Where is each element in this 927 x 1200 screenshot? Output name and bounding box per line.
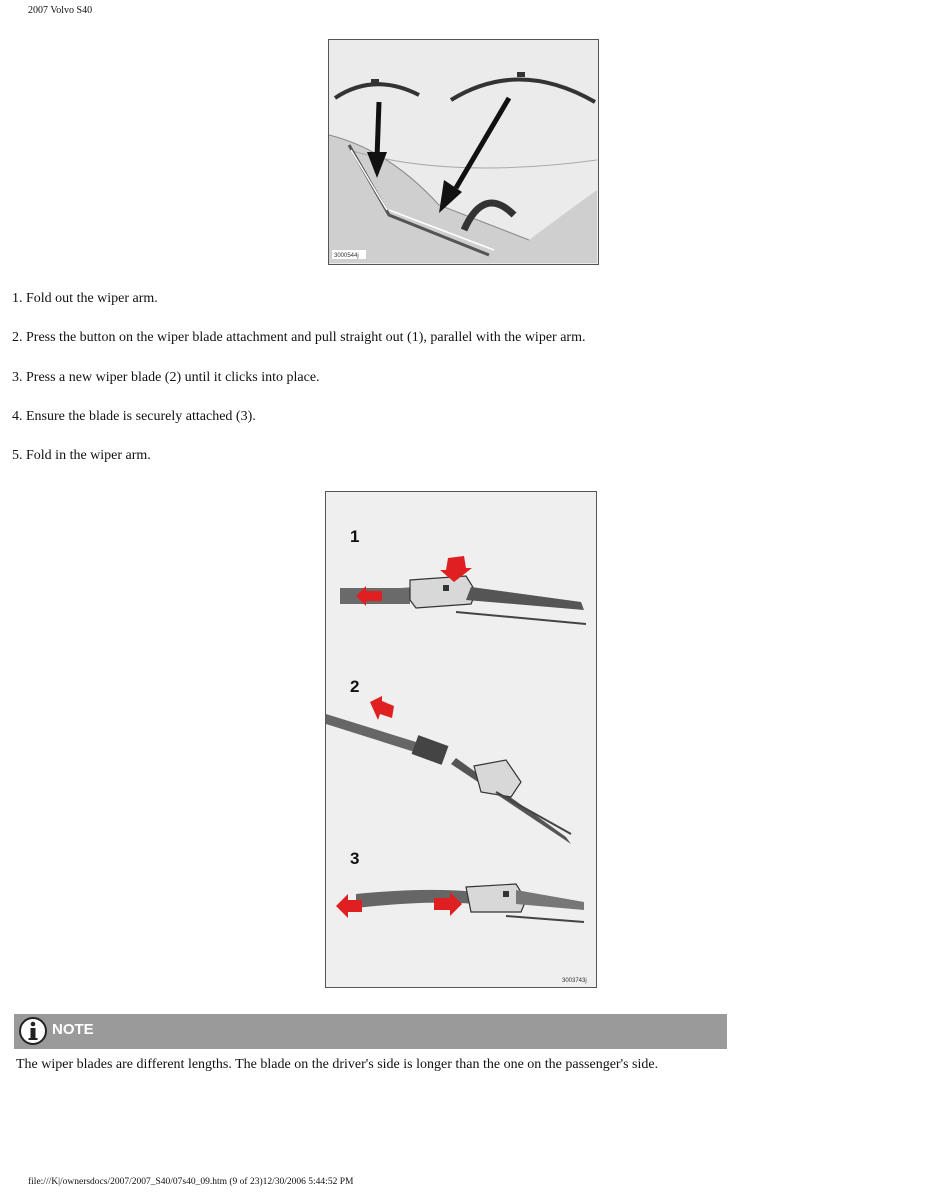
figure1-code: 3000544j [334, 253, 359, 259]
figure2-code: 3003743j [562, 978, 587, 984]
step-1: 1. Fold out the wiper arm. [12, 291, 158, 306]
step-3: 3. Press a new wiper blade (2) until it clicks into place. [12, 369, 320, 385]
panel-label-2: 2 [350, 677, 360, 696]
step-4: 4. Ensure the blade is securely attached (3). [12, 408, 256, 424]
note-text: The wiper blades are different lengths. The blade on the driver's side is longer than the one on the passenger's side. [16, 1057, 659, 1072]
note-banner [14, 1014, 727, 1049]
note-label: NOTE [52, 1021, 94, 1038]
instruction-steps [12, 290, 585, 486]
windshield-wipers-illustration [328, 39, 599, 265]
blade-replacement-illustration [325, 491, 597, 988]
panel-label-3: 3 [350, 849, 360, 868]
step-2: 2. Press the button on the wiper blade attachment and pull straight out (1), parallel with the wiper arm. [12, 330, 586, 346]
panel-label-1: 1 [350, 527, 360, 546]
step-5: 5. Fold in the wiper arm. [12, 448, 151, 464]
page-header: 2007 Volvo S40 [28, 5, 93, 16]
info-icon [18, 1016, 48, 1046]
page-footer: file:///K|/ownersdocs/2007/2007_S40/07s40_09.htm (9 of 23)12/30/2006 5:44:52 PM [28, 1177, 354, 1187]
